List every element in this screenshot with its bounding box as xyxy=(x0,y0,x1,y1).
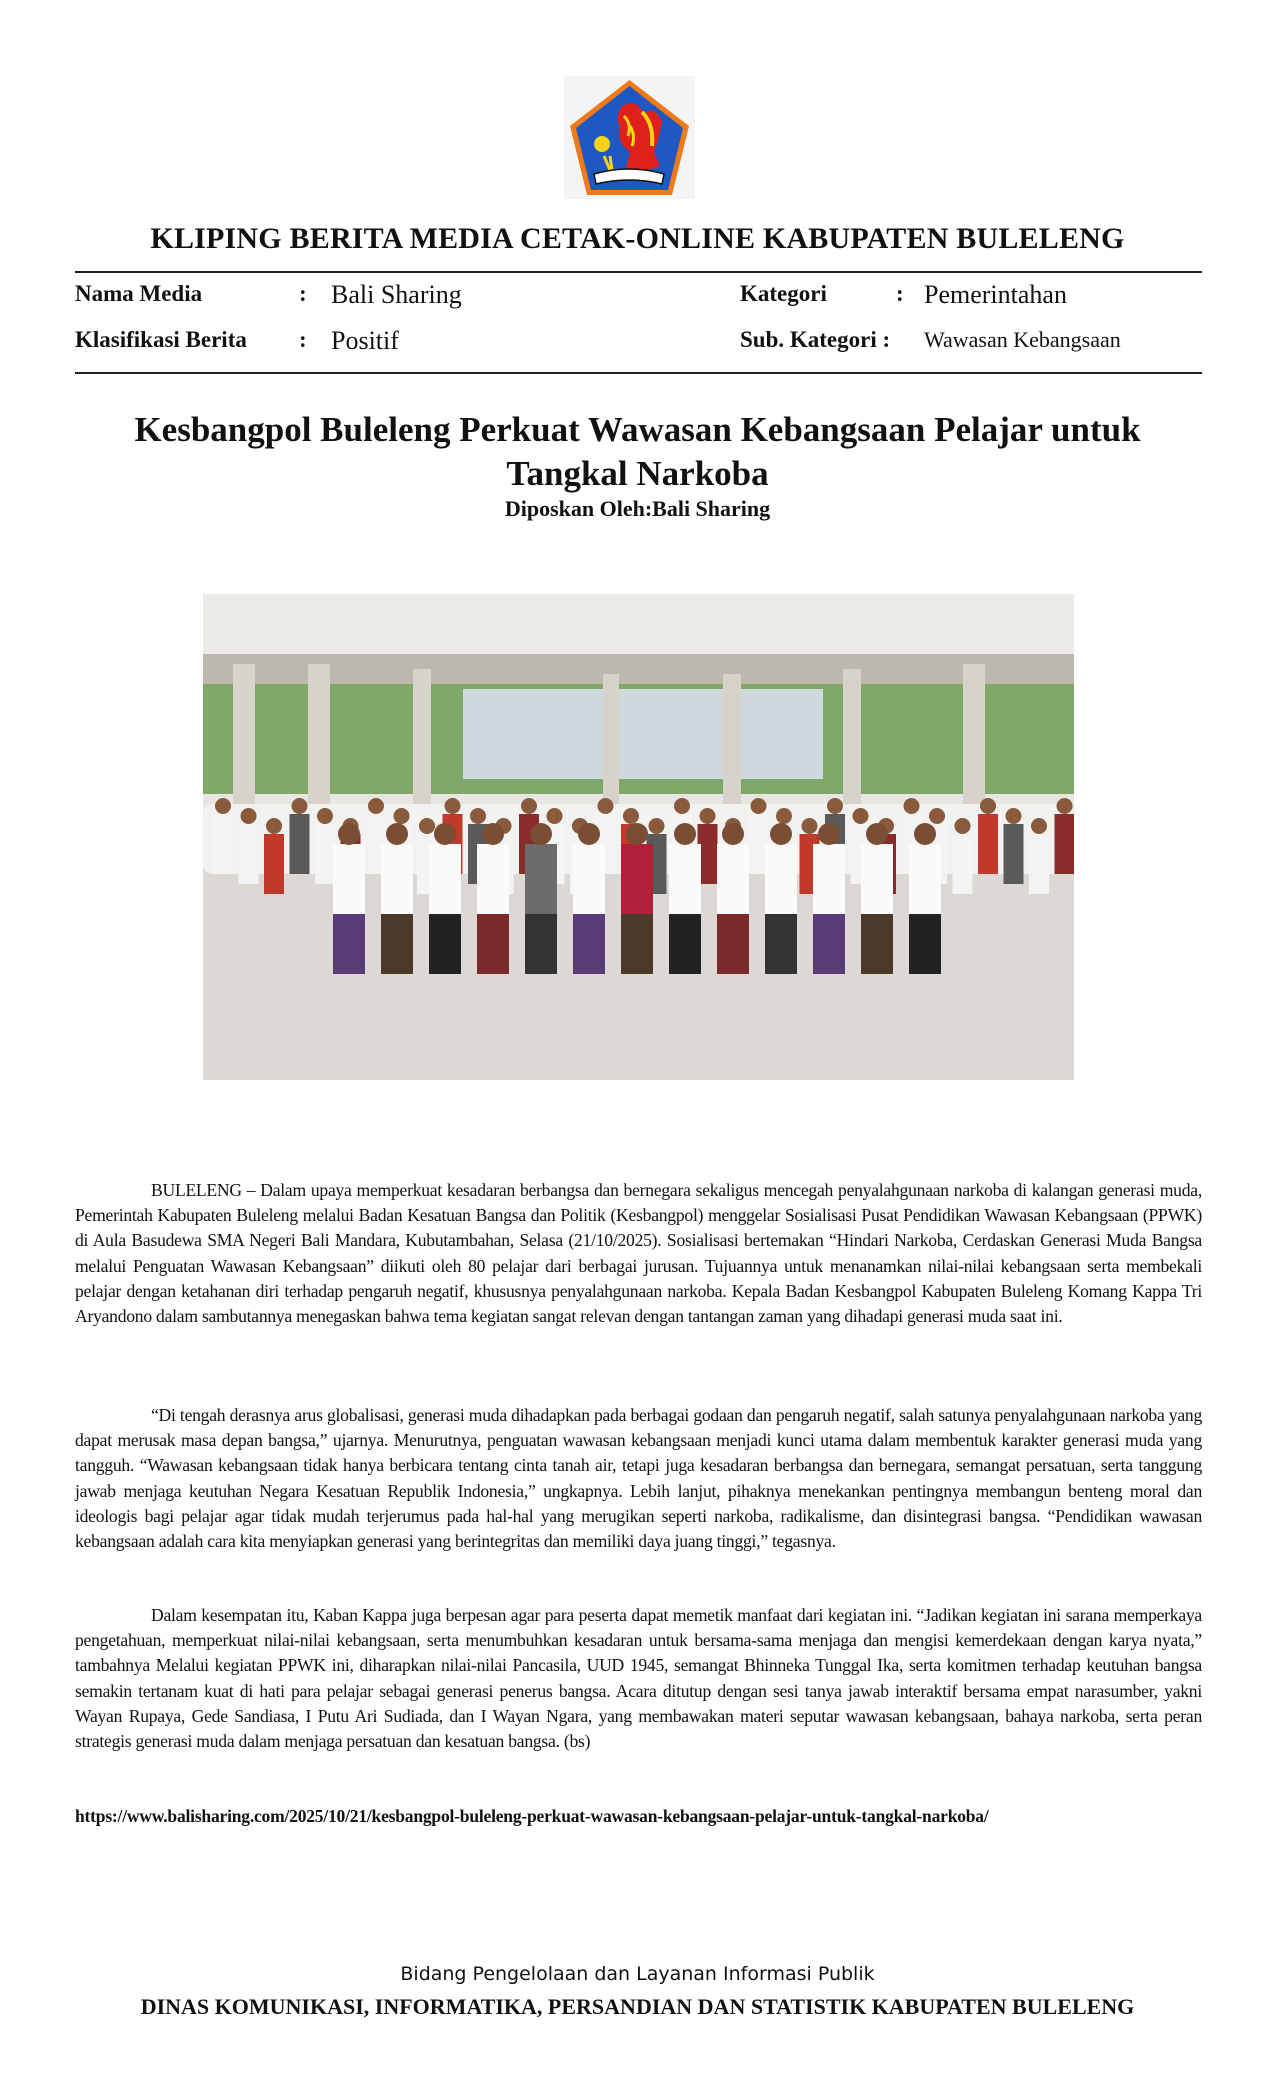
kategori-label: Kategori xyxy=(740,281,827,306)
article-paragraph: Dalam kesempatan itu, Kaban Kappa juga berpesan agar para peserta dapat memetik manfaat dari kegiatan ini. “Jadikan kegiatan ini sarana memperkaya pengetahuan, memperkuat nilai-nilai kebangsaan, serta menumbuhkan kesadaran untuk bersama-sama menjaga dan mengisi kemerdekaan dengan karya nyata,” tambahnya Melalui kegiatan PPWK ini, diharapkan nilai-nilai Pancasila, UUD 1945, semangat Bhinneka Tunggal Ika, serta komitmen terhadap keutuhan bangsa semakin tertanam kuat di hati para pelajar sebagai generasi penerus bangsa. Acara ditutup dengan sesi tanya jawab interaktif bersama empat narasumber, yakni Wayan Rupaya, Gede Sandiasa, I Putu Ari Sudiada, dan I Wayan Ngara, yang membawakan materi seputar wawasan kebangsaan, bahaya narkoba, serta peran strategis generasi muda dalam menjaga persatuan dan kesatuan bangsa. (bs) xyxy=(75,1605,1202,1752)
nama-media-label: Nama Media xyxy=(75,281,203,306)
colon: : xyxy=(896,281,904,306)
document-title: KLIPING BERITA MEDIA CETAK-ONLINE KABUPATEN BULELENG xyxy=(150,222,1125,255)
nama-media-value: Bali Sharing xyxy=(331,280,462,309)
article-photo xyxy=(203,594,1074,1080)
article-byline: Diposkan Oleh:Bali Sharing xyxy=(504,496,771,521)
header-divider-bottom xyxy=(75,372,1202,374)
header-divider-top xyxy=(75,271,1202,273)
buleleng-regency-logo xyxy=(564,76,695,199)
article-headline: Kesbangpol Buleleng Perkuat Wawasan Kebangsaan Pelajar untuk Tangkal Narkoba xyxy=(134,410,1141,493)
colon: : xyxy=(299,327,307,352)
source-url-link[interactable]: https://www.balisharing.com/2025/10/21/kesbangpol-buleleng-perkuat-wawasan-kebangsaan-pelajar-untuk-tangkal-narkoba/ xyxy=(75,1806,989,1826)
klasifikasi-label: Klasifikasi Berita xyxy=(75,327,247,352)
article-paragraph: BULELENG – Dalam upaya memperkuat kesadaran berbangsa dan bernegara sekaligus mencegah penyalahgunaan narkoba di kalangan generasi muda, Pemerintah Kabupaten Buleleng melalui Badan Kesatuan Bangsa dan Politik (Kesbangpol) menggelar Sosialisasi Pusat Pendidikan Wawasan Kebangsaan (PPWK) di Aula Basudewa SMA Negeri Bali Mandara, Kubutambahan, Selasa (21/10/2025). Sosialisasi bertemakan “Hindari Narkoba, Cerdaskan Generasi Muda Bangsa melalui Penguatan Wawasan Kebangsaan” diikuti oleh 80 pelajar dari berbagai jurusan. Tujuannya untuk menanamkan nilai-nilai kebangsaan serta membekali pelajar dengan ketahanan diri terhadap pengaruh negatif, khususnya penyalahgunaan narkoba. Kepala Badan Kesbangpol Kabupaten Buleleng Komang Kappa Tri Aryandono dalam sambutannya menegaskan bahwa tema kegiatan sangat relevan dengan tantangan zaman yang dihadapi generasi muda saat ini. xyxy=(75,1180,1202,1327)
footer-division: Bidang Pengelolaan dan Layanan Informasi Publik xyxy=(400,1963,875,1985)
sub-kategori-value: Wawasan Kebangsaan xyxy=(924,327,1121,352)
footer-agency: DINAS KOMUNIKASI, INFORMATIKA, PERSANDIAN DAN STATISTIK KABUPATEN BULELENG xyxy=(140,1994,1135,2019)
klasifikasi-value: Positif xyxy=(331,326,399,355)
article-paragraph: “Di tengah derasnya arus globalisasi, generasi muda dihadapkan pada berbagai godaan dan pengaruh negatif, salah satunya penyalahgunaan narkoba yang dapat merusak masa depan bangsa,” ujarnya. Menurutnya, penguatan wawasan kebangsaan menjadi kunci utama dalam membentuk karakter generasi muda yang tangguh. “Wawasan kebangsaan tidak hanya berbicara tentang cinta tanah air, tetapi juga kesadaran berbangsa dan bernegara, semangat persatuan, serta tanggung jawab menjaga keutuhan Negara Kesatuan Republik Indonesia,” ungkapnya. Lebih lanjut, pihaknya menekankan pentingnya membangun benteng moral dan ideologis bagi pelajar agar tidak mudah terjerumus pada hal-hal yang merugikan seperti narkoba, radikalisme, dan disintegrasi bangsa. “Pendidikan wawasan kebangsaan adalah cara kita menyiapkan generasi yang berintegritas dan memiliki daya juang tinggi,” tegasnya. xyxy=(75,1405,1202,1552)
sub-kategori-label: Sub. Kategori : xyxy=(740,327,891,352)
kategori-value: Pemerintahan xyxy=(924,280,1067,309)
colon: : xyxy=(299,281,307,306)
